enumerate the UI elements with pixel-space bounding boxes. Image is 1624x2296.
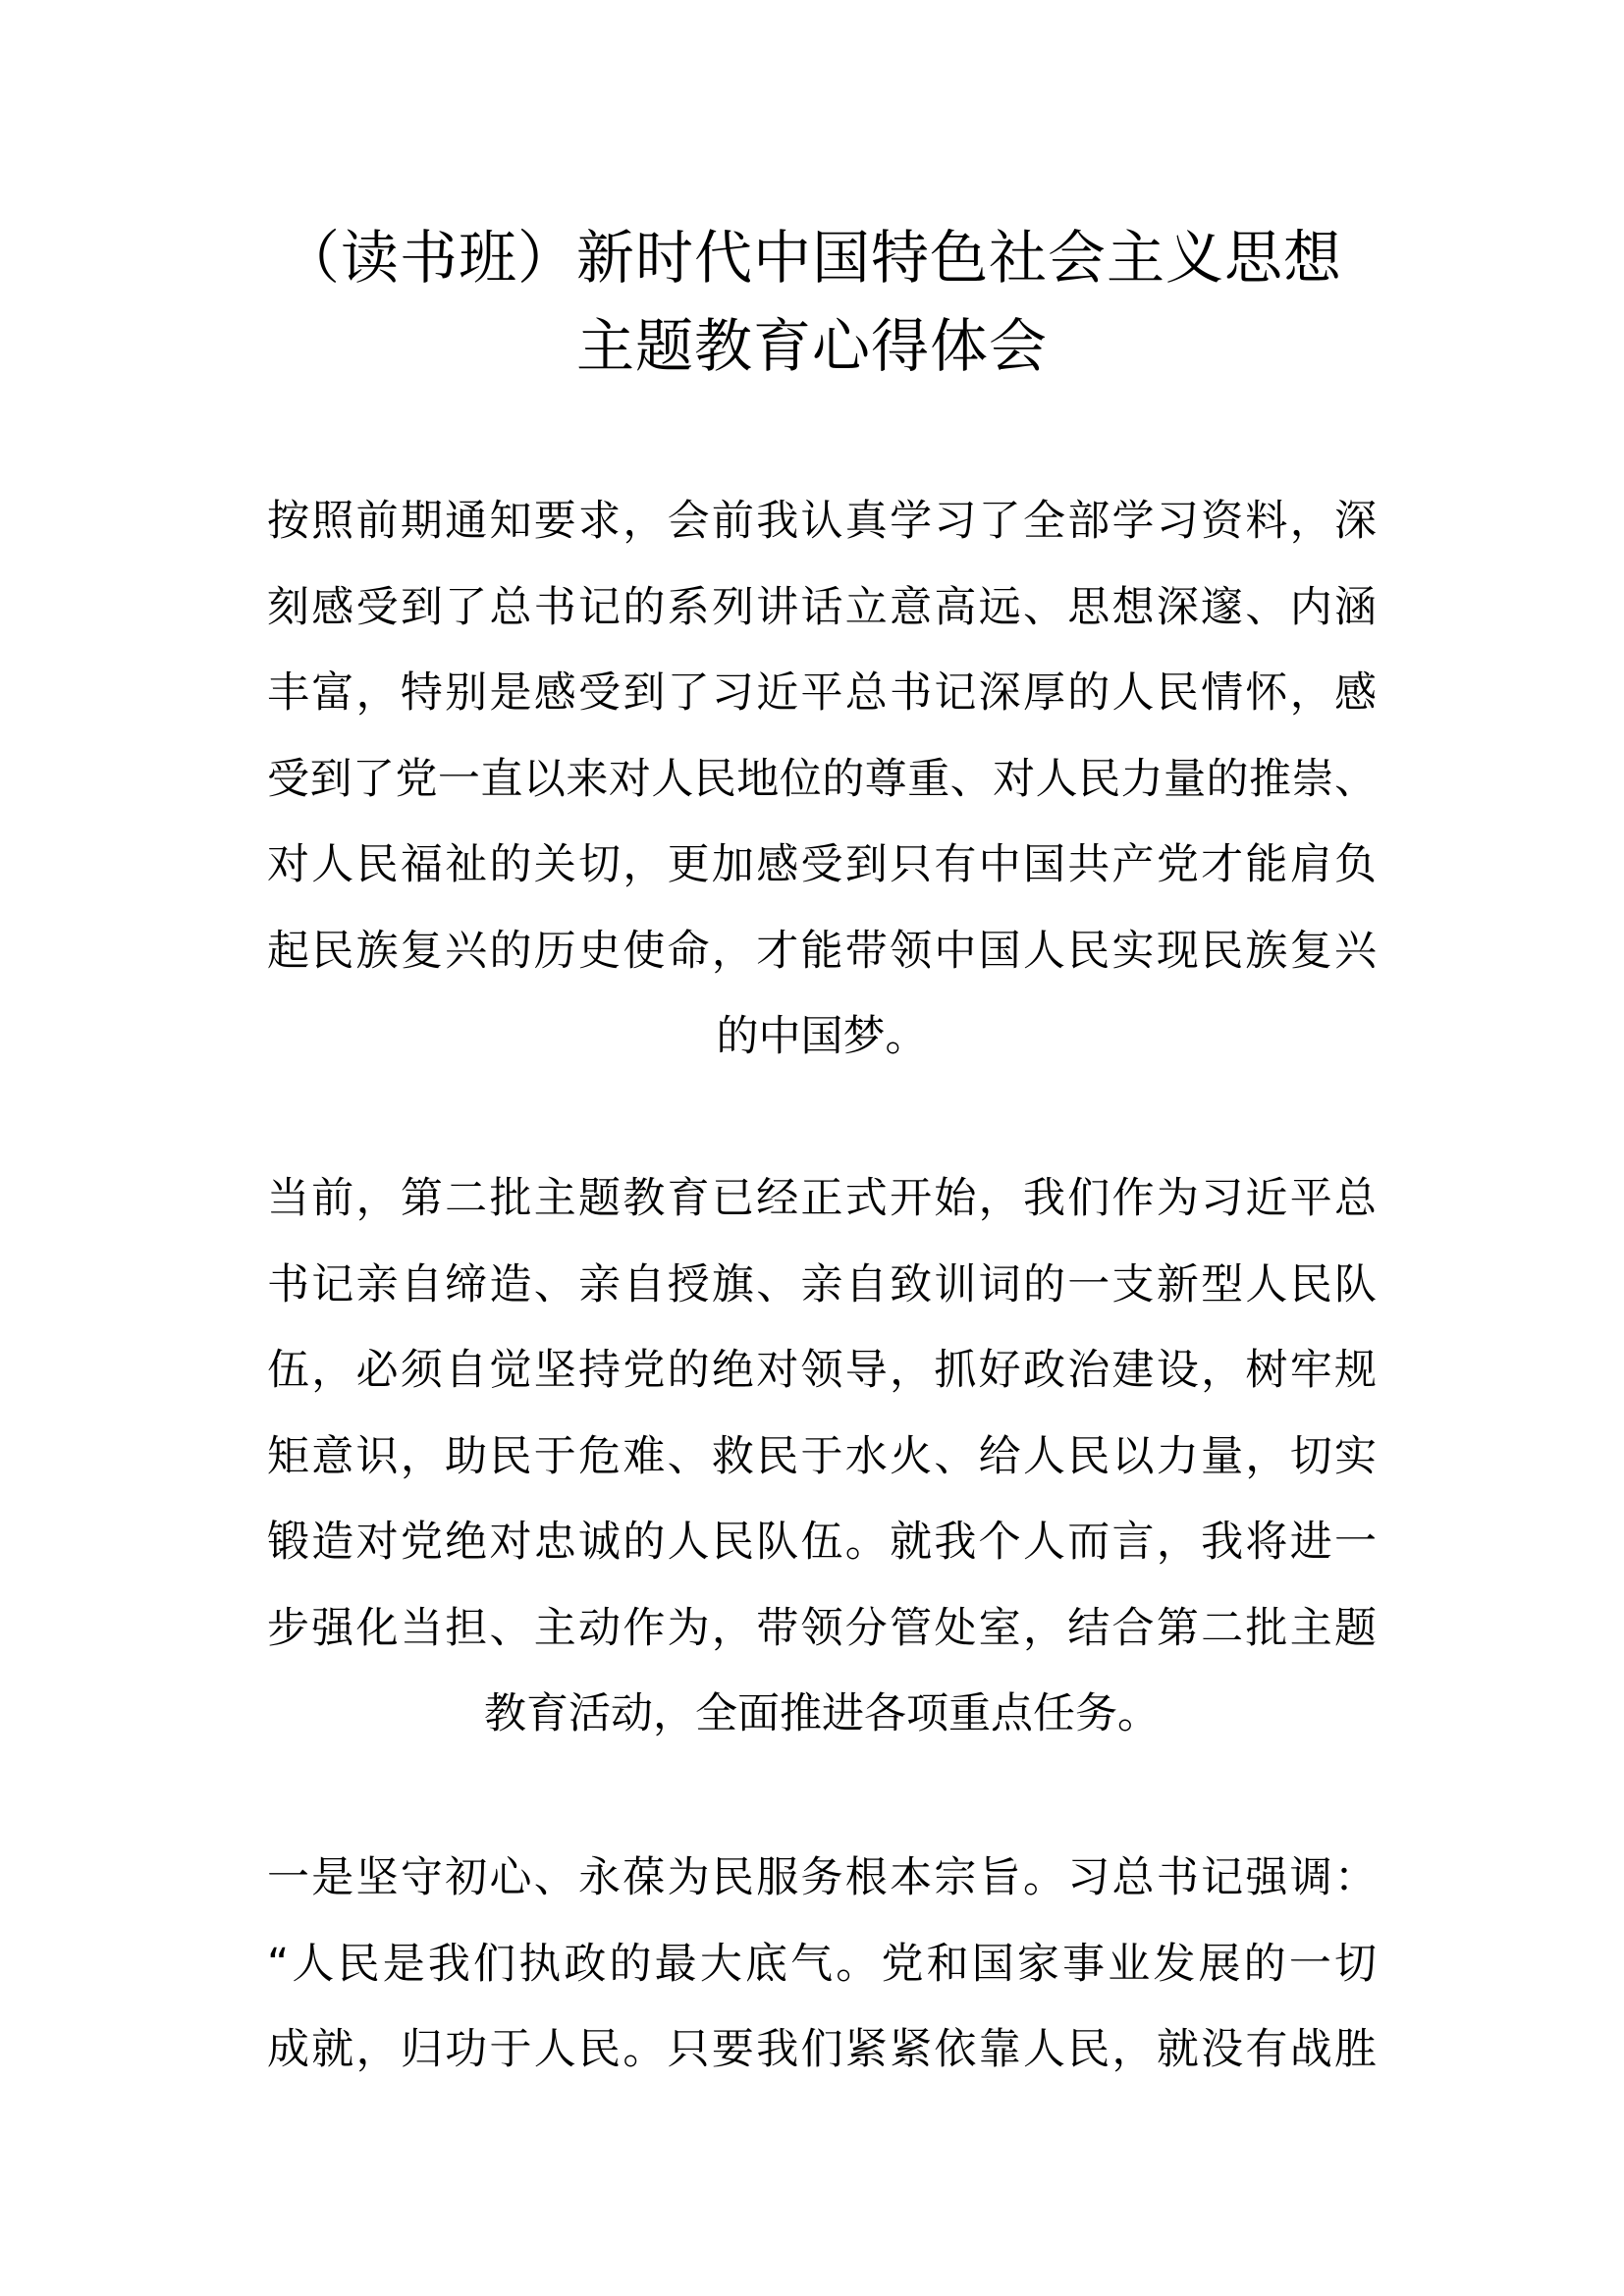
paragraph-line: 起民族复兴的历史使命，才能带领中国人民实现民族复兴 — [267, 926, 1377, 976]
paragraph-line: 成就，归功于人民。只要我们紧紧依靠人民，就没有战胜 — [267, 2025, 1377, 2074]
paragraph-line: 当前，第二批主题教育已经正式开始，我们作为习近平总 — [267, 1174, 1377, 1223]
paragraph-2 — [267, 1156, 1377, 1758]
paragraph-line: 丰富，特别是感受到了习近平总书记深厚的人民情怀，感 — [267, 668, 1377, 718]
paragraph-line: 刻感受到了总书记的系列讲话立意高远、思想深邃、内涵 — [267, 582, 1377, 632]
paragraph-line: 锻造对党绝对忠诚的人民队伍。就我个人而言，我将进一 — [267, 1518, 1377, 1567]
paragraph-line: 教育活动，全面推进各项重点任务。 — [484, 1689, 1160, 1738]
title-line-1: （读书班）新时代中国特色社会主义思想 — [281, 224, 1342, 292]
paragraph-line: “人民是我们执政的最大底气。党和国家事业发展的一切 — [267, 1939, 1377, 1989]
paragraph-line: 矩意识，助民于危难、救民于水火、给人民以力量，切实 — [267, 1431, 1377, 1481]
title-line-2: 主题教育心得体会 — [575, 312, 1048, 380]
paragraph-1 — [267, 479, 1377, 1081]
document-title — [0, 214, 1624, 391]
paragraph-line: 对人民福祉的关切，更加感受到只有中国共产党才能肩负 — [267, 840, 1377, 889]
paragraph-line: 步强化当担、主动作为，带领分管处室，结合第二批主题 — [267, 1603, 1377, 1653]
paragraph-3 — [267, 1836, 1377, 2094]
paragraph-line: 书记亲自缔造、亲自授旗、亲自致训词的一支新型人民队 — [267, 1259, 1377, 1309]
paragraph-line: 一是坚守初心、永葆为民服务根本宗旨。习总书记强调： — [267, 1853, 1377, 1902]
paragraph-line: 按照前期通知要求，会前我认真学习了全部学习资料，深 — [267, 497, 1377, 546]
paragraph-line: 的中国梦。 — [716, 1012, 928, 1061]
paragraph-line: 受到了党一直以来对人民地位的尊重、对人民力量的推崇、 — [267, 754, 1377, 804]
paragraph-line: 伍，必须自觉坚持党的绝对领导，抓好政治建设，树牢规 — [267, 1346, 1377, 1395]
